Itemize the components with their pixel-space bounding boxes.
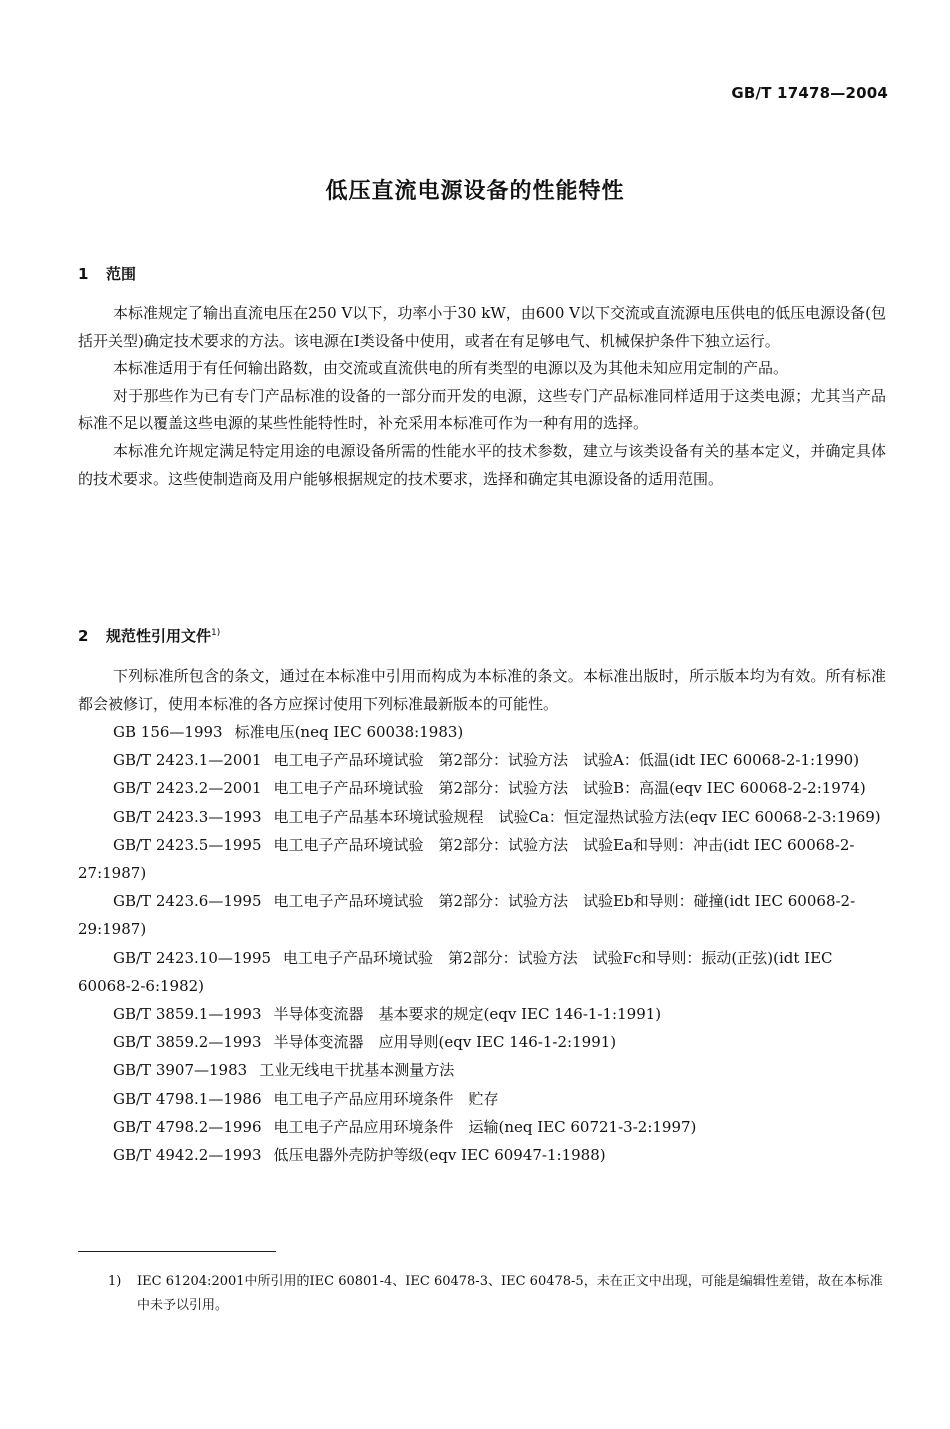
reference-code: GB/T 2423.6—1995 bbox=[113, 892, 262, 911]
section-1-paragraph: 本标准规定了输出直流电压在250 V以下，功率小于30 kW，由600 V以下交流或直流源电压供电的低压电源设备(包括开关型)确定技术要求的方法。该电源在Ⅰ类设备中使用，或者在有足够电气、机械保护条件下独立运行。 bbox=[78, 304, 886, 350]
section-1-paragraph: 本标准允许规定满足特定用途的电源设备所需的性能水平的技术参数，建立与该类设备有关的基本定义，并确定具体的技术要求。这些使制造商及用户能够根据规定的技术要求，选择和确定其电源设备的适用范围。 bbox=[78, 441, 886, 488]
reference-item bbox=[78, 1085, 886, 1113]
reference-item bbox=[78, 1141, 886, 1169]
reference-item bbox=[78, 774, 886, 802]
reference-item bbox=[78, 1028, 886, 1056]
reference-title: 电工电子产品应用环境条件 贮存 bbox=[273, 1089, 499, 1108]
reference-code: GB/T 3859.1—1993 bbox=[113, 1005, 262, 1024]
reference-title: 半导体变流器 基本要求的规定(eqv IEC 146-1-1:1991) bbox=[273, 1005, 662, 1024]
reference-item bbox=[78, 1056, 886, 1084]
reference-title: 电工电子产品环境试验 第2部分：试验方法 试验A：低温(idt IEC 60068-2-1:1990) bbox=[273, 751, 860, 770]
reference-item bbox=[78, 831, 886, 887]
reference-item bbox=[78, 746, 886, 774]
footnote bbox=[110, 1270, 890, 1318]
reference-title: 标准电压(neq IEC 60038:1983) bbox=[234, 723, 464, 741]
reference-item bbox=[78, 1113, 886, 1141]
reference-title: 电工电子产品环境试验 第2部分：试验方法 试验B：高温(eqv IEC 60068-2-2:1974) bbox=[273, 779, 866, 798]
reference-title: 电工电子产品环境试验 第2部分：试验方法 试验Ea和导则：冲击(idt IEC 60068-2-27:1987) bbox=[78, 835, 855, 883]
section-2-heading bbox=[78, 625, 220, 646]
reference-code: GB/T 2423.2—2001 bbox=[113, 779, 262, 798]
section-2-title: 规范性引用文件 bbox=[106, 627, 212, 645]
reference-code: GB/T 4798.1—1986 bbox=[113, 1089, 262, 1108]
footnote-divider bbox=[78, 1251, 276, 1252]
section-1-title: 范围 bbox=[106, 265, 137, 283]
reference-item bbox=[78, 1000, 886, 1028]
reference-item bbox=[78, 718, 886, 746]
reference-code: GB/T 4942.2—1993 bbox=[113, 1146, 262, 1165]
reference-title: 低压电器外壳防护等级(eqv IEC 60947-1:1988) bbox=[273, 1146, 606, 1165]
section-2-intro bbox=[78, 663, 886, 718]
footnote-reference[interactable]: 1) bbox=[211, 628, 221, 638]
reference-item bbox=[78, 944, 886, 1000]
section-2-number: 2 bbox=[78, 627, 89, 645]
reference-title: 电工电子产品基本环境试验规程 试验Ca：恒定湿热试验方法(eqv IEC 60068-2-3:1969) bbox=[273, 807, 881, 826]
reference-item bbox=[78, 887, 886, 943]
reference-code: GB/T 2423.5—1995 bbox=[113, 835, 262, 854]
reference-code: GB/T 3907—1983 bbox=[113, 1061, 248, 1080]
reference-code: GB/T 3859.2—1993 bbox=[113, 1033, 262, 1052]
reference-title: 电工电子产品应用环境条件 运输(neq IEC 60721-3-2:1997) bbox=[273, 1117, 697, 1136]
reference-title: 工业无线电干扰基本测量方法 bbox=[259, 1061, 455, 1080]
section-1-body bbox=[78, 300, 886, 493]
reference-title: 半导体变流器 应用导则(eqv IEC 146-1-2:1991) bbox=[273, 1033, 617, 1052]
reference-code: GB/T 4798.2—1996 bbox=[113, 1117, 262, 1136]
standard-code: GB/T 17478—2004 bbox=[731, 84, 888, 102]
section-1-heading bbox=[78, 263, 136, 284]
reference-code: GB/T 2423.1—2001 bbox=[113, 751, 262, 770]
section-1-paragraph: 本标准适用于有任何输出路数，由交流或直流供电的所有类型的电源以及为其他未知应用定制的产品。 bbox=[113, 359, 789, 378]
reference-title: 电工电子产品环境试验 第2部分：试验方法 试验Eb和导则：碰撞(idt IEC 60068-2-29:1987) bbox=[78, 892, 856, 939]
section-1-number: 1 bbox=[78, 265, 89, 283]
footnote-mark: 1) bbox=[108, 1274, 122, 1289]
section-1-paragraph: 对于那些作为已有专门产品标准的设备的一部分而开发的电源，这些专门产品标准同样适用于这类电源；尤其当产品标准不足以覆盖这些电源的某些性能特性时，补充采用本标准可作为一种有用的选择。 bbox=[78, 386, 886, 433]
reference-code: GB/T 2423.10—1995 bbox=[113, 948, 272, 967]
document-title: 低压直流电源设备的性能特性 bbox=[325, 179, 625, 204]
reference-code: GB 156—1993 bbox=[113, 723, 223, 741]
reference-item bbox=[78, 803, 886, 831]
reference-code: GB/T 2423.3—1993 bbox=[113, 807, 262, 826]
footnote-text: IEC 61204:2001中所引用的IEC 60801-4、IEC 60478-3、IEC 60478-5，未在正文中出现，可能是编辑性差错，故在本标准中未予以引用。 bbox=[137, 1274, 883, 1313]
section-2-intro-text: 下列标准所包含的条文，通过在本标准中引用而构成为本标准的条文。本标准出版时，所示版本均为有效。所有标准都会被修订，使用本标准的各方应探讨使用下列标准最新版本的可能性。 bbox=[78, 667, 886, 713]
reference-title: 电工电子产品环境试验 第2部分：试验方法 试验Fc和导则：振动(正弦)(idt IEC 60068-2-6:1982) bbox=[78, 948, 833, 995]
reference-list bbox=[78, 718, 886, 1169]
